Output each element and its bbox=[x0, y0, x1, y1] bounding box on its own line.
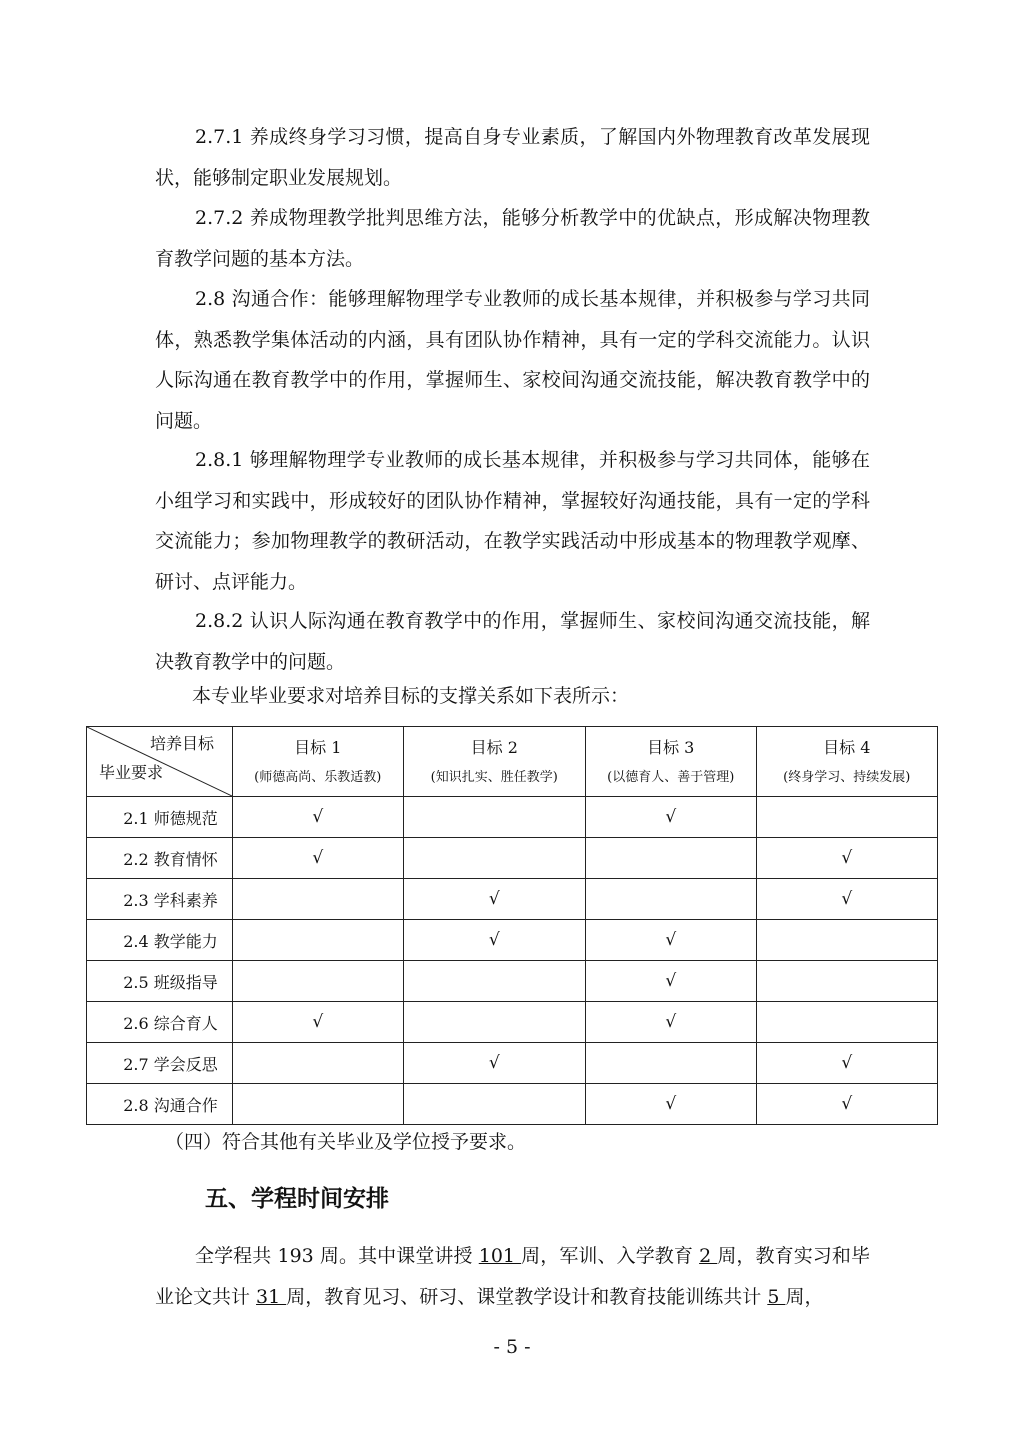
support-cell bbox=[756, 920, 938, 961]
row-label: 2.1 师德规范 bbox=[87, 797, 233, 838]
support-cell bbox=[403, 961, 585, 1002]
row-label: 2.2 教育情怀 bbox=[87, 838, 233, 879]
paragraph-2-8-2: 2.8.2 认识人际沟通在教育教学中的作用，掌握师生、家校间沟通交流技能，解决教育教学中的问题。 bbox=[155, 610, 870, 673]
goal-title: 目标 2 bbox=[470, 737, 518, 757]
paragraph-2-7-1: 2.7.1 养成终身学习习惯，提高自身专业素质，了解国内外物理教育改革发展现状，能够制定职业发展规划。 bbox=[155, 126, 870, 189]
table-row bbox=[87, 838, 938, 879]
paragraph-2-7-2: 2.7.2 养成物理教学批判思维方法，能够分析教学中的优缺点，形成解决物理教育教学问题的基本方法。 bbox=[155, 207, 870, 270]
table-row bbox=[87, 879, 938, 920]
support-cell bbox=[585, 838, 756, 879]
training-weeks: 5 bbox=[767, 1285, 786, 1308]
support-cell bbox=[585, 1043, 756, 1084]
schedule-text: 周， bbox=[785, 1285, 824, 1308]
section-title: 五、学程时间安排 bbox=[205, 1186, 389, 1212]
schedule-text: 全学程共 193 周。其中课堂讲授 bbox=[195, 1245, 479, 1267]
support-cell bbox=[233, 920, 404, 961]
support-cell: √ bbox=[585, 797, 756, 838]
schedule-text: 周，教育见习、研习、课堂教学设计和教育技能训练共计 bbox=[286, 1285, 768, 1308]
internship-weeks: 31 bbox=[256, 1285, 287, 1308]
row-label: 2.5 班级指导 bbox=[87, 961, 233, 1002]
schedule-paragraph bbox=[155, 1236, 870, 1317]
support-cell bbox=[585, 879, 756, 920]
schedule-text: 周，教育实习和毕业论文共计 bbox=[155, 1245, 870, 1308]
requirements-goals-table bbox=[86, 726, 938, 1125]
goal-header-3 bbox=[585, 727, 756, 797]
page-number: - 5 - bbox=[493, 1336, 531, 1358]
table-row bbox=[87, 1043, 938, 1084]
support-cell: √ bbox=[756, 879, 938, 920]
table-row bbox=[87, 797, 938, 838]
support-cell: √ bbox=[585, 1084, 756, 1125]
support-cell: √ bbox=[756, 838, 938, 879]
support-cell: √ bbox=[233, 797, 404, 838]
goal-header-4 bbox=[756, 727, 938, 797]
support-cell bbox=[756, 1002, 938, 1043]
goal-desc: (知识扎实、胜任教学) bbox=[430, 769, 558, 785]
support-cell bbox=[756, 797, 938, 838]
corner-label-requirements: 毕业要求 bbox=[99, 763, 164, 782]
support-cell: √ bbox=[403, 920, 585, 961]
support-cell bbox=[233, 1043, 404, 1084]
row-label: 2.4 教学能力 bbox=[87, 920, 233, 961]
row-label: 2.8 沟通合作 bbox=[87, 1084, 233, 1125]
table-row bbox=[87, 920, 938, 961]
support-cell: √ bbox=[403, 1043, 585, 1084]
support-cell bbox=[233, 879, 404, 920]
support-cell: √ bbox=[403, 879, 585, 920]
table-row bbox=[87, 961, 938, 1002]
support-cell bbox=[403, 838, 585, 879]
support-cell bbox=[756, 961, 938, 1002]
table-header-row bbox=[87, 727, 938, 797]
goal-header-1 bbox=[233, 727, 404, 797]
lecture-weeks: 101 bbox=[478, 1245, 522, 1267]
corner-label-goals: 培养目标 bbox=[149, 734, 214, 753]
goal-title: 目标 4 bbox=[823, 737, 871, 757]
row-label: 2.7 学会反思 bbox=[87, 1043, 233, 1084]
goal-desc: (师德高尚、乐教适教) bbox=[254, 769, 382, 785]
goal-title: 目标 1 bbox=[294, 737, 342, 757]
support-cell bbox=[233, 961, 404, 1002]
table-intro: 本专业毕业要求对培养目标的支撑关系如下表所示： bbox=[192, 685, 630, 707]
support-cell: √ bbox=[585, 961, 756, 1002]
support-cell: √ bbox=[233, 838, 404, 879]
goal-title: 目标 3 bbox=[647, 737, 695, 757]
goal-desc: (以德育人、善于管理) bbox=[607, 769, 735, 785]
support-cell bbox=[403, 797, 585, 838]
support-cell: √ bbox=[756, 1084, 938, 1125]
goal-header-2 bbox=[403, 727, 585, 797]
table-corner-cell bbox=[87, 727, 233, 797]
support-cell bbox=[403, 1002, 585, 1043]
support-cell: √ bbox=[585, 920, 756, 961]
row-label: 2.3 学科素养 bbox=[87, 879, 233, 920]
military-weeks: 2 bbox=[699, 1245, 718, 1267]
goal-desc: (终身学习、持续发展) bbox=[783, 769, 911, 785]
support-cell: √ bbox=[585, 1002, 756, 1043]
paragraph-2-8-1: 2.8.1 够理解物理学专业教师的成长基本规律，并积极参与学习共同体，能够在小组学习和实践中，形成较好的团队协作精神，掌握较好沟通技能，具有一定的学科交流能力；参加物理教学的教研活动，在教学实践活动中形成基本的物理教学观摩、研讨、点评能力。 bbox=[155, 449, 870, 593]
paragraph-2-8: 2.8 沟通合作：能够理解物理学专业教师的成长基本规律，并积极参与学习共同体，熟悉教学集体活动的内涵，具有团队协作精神，具有一定的学科交流能力。认识人际沟通在教育教学中的作用，掌握师生、家校间沟通交流技能，解决教育教学中的问题。 bbox=[155, 288, 870, 432]
graduation-note: （四）符合其他有关毕业及学位授予要求。 bbox=[165, 1131, 527, 1153]
support-cell bbox=[403, 1084, 585, 1125]
support-cell: √ bbox=[756, 1043, 938, 1084]
table-row bbox=[87, 1084, 938, 1125]
row-label: 2.6 综合育人 bbox=[87, 1002, 233, 1043]
schedule-text: 周，军训、入学教育 bbox=[521, 1245, 700, 1267]
table-row bbox=[87, 1002, 938, 1043]
support-cell bbox=[233, 1084, 404, 1125]
support-cell: √ bbox=[233, 1002, 404, 1043]
